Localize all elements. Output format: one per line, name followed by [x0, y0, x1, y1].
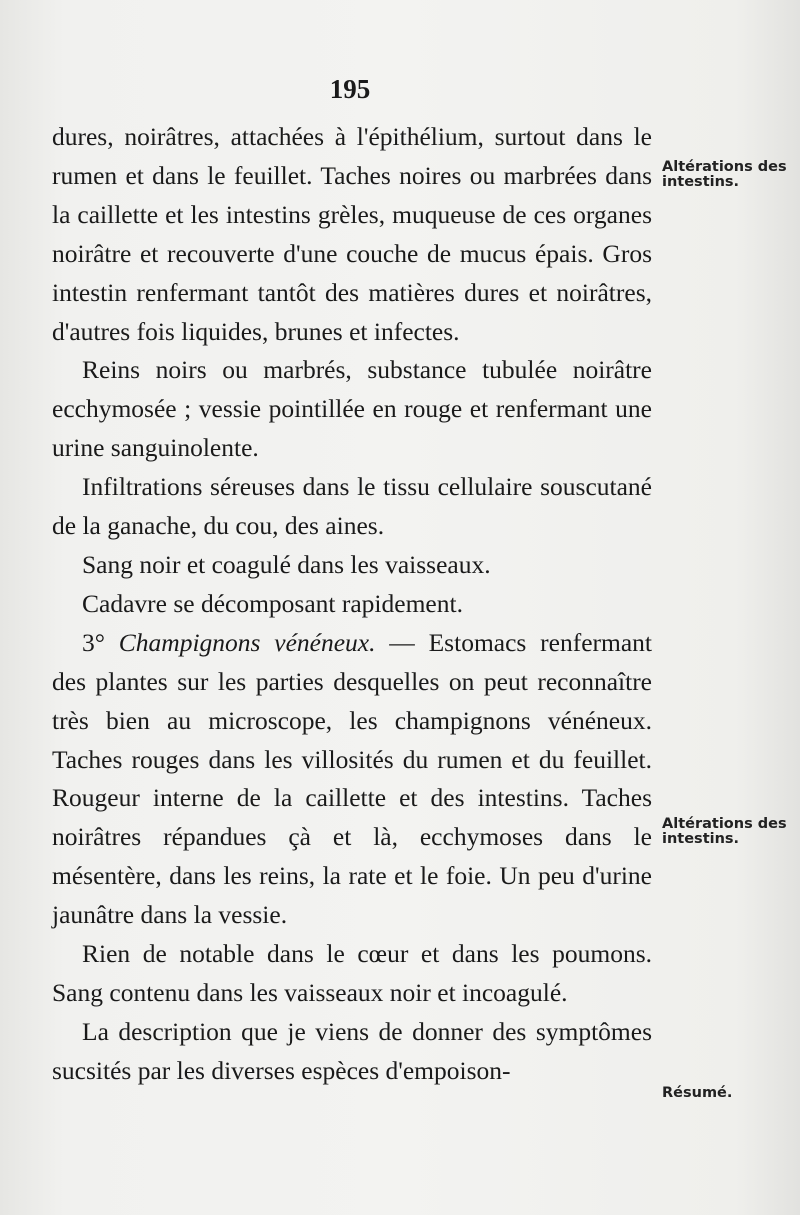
- paragraph-summary: La description que je viens de donner des symptômes sucsités par les diverses espèces d'empoison-: [52, 1016, 652, 1085]
- paragraph-kidneys: Reins noirs ou marbrés, substance tubulée noirâtre ecchymosée ; vessie pointillée en rouge et renfermant une urine sanguinolente.: [52, 355, 652, 463]
- margin-note-summary: Résumé.: [662, 1085, 733, 1101]
- paragraph-heart-lungs: Rien de notable dans le cœur et dans les poumons. Sang contenu dans les vaisseaux noir et incoagulé.: [52, 939, 652, 1007]
- paragraph-section-3: [52, 624, 652, 935]
- body-text: [52, 118, 652, 1091]
- margin-note-alterations-1: Altérations des intestins.: [662, 159, 787, 190]
- page-number: 195: [329, 74, 371, 104]
- paragraph-infiltrations: Infiltrations séreuses dans le tissu cellulaire souscutané de la ganache, du cou, des aines.: [52, 472, 652, 541]
- paragraph-intestines: dures, noirâtres, attachées à l'épithélium, surtout dans le rumen et dans le feuillet. Taches noires ou marbrées dans la caillette et les intestins grèles, muqueuse de ces organes noirâtre et recouverte d'une couche de mucus épais. Gros intestin renfermant tantôt des matières dures et noirâtres, d'autres fois liquides, brunes et infectes.: [52, 122, 652, 346]
- section-title: Champignons vénéneux.: [118, 627, 376, 657]
- paragraph-cadaver: Cadavre se décomposant rapidement.: [82, 588, 463, 618]
- paragraph-blood: Sang noir et coagulé dans les vaisseaux.: [82, 549, 491, 579]
- section-text: — Estomacs renfermant des plantes sur les parties desquelles on peut reconnaître très bien au microscope, les champignons vénéneux. Taches rouges dans les villosités du rumen et du feuillet. Rougeur interne de la caillette et des intestins. Taches noirâtres répandues çà et là, ecchymoses dans le mésentère, dans les reins, la rate et le foie. Un peu d'urine jaunâtre dans la vessie.: [52, 627, 652, 930]
- section-number: 3°: [82, 627, 105, 657]
- margin-note-alterations-2: Altérations des intestins.: [662, 816, 787, 847]
